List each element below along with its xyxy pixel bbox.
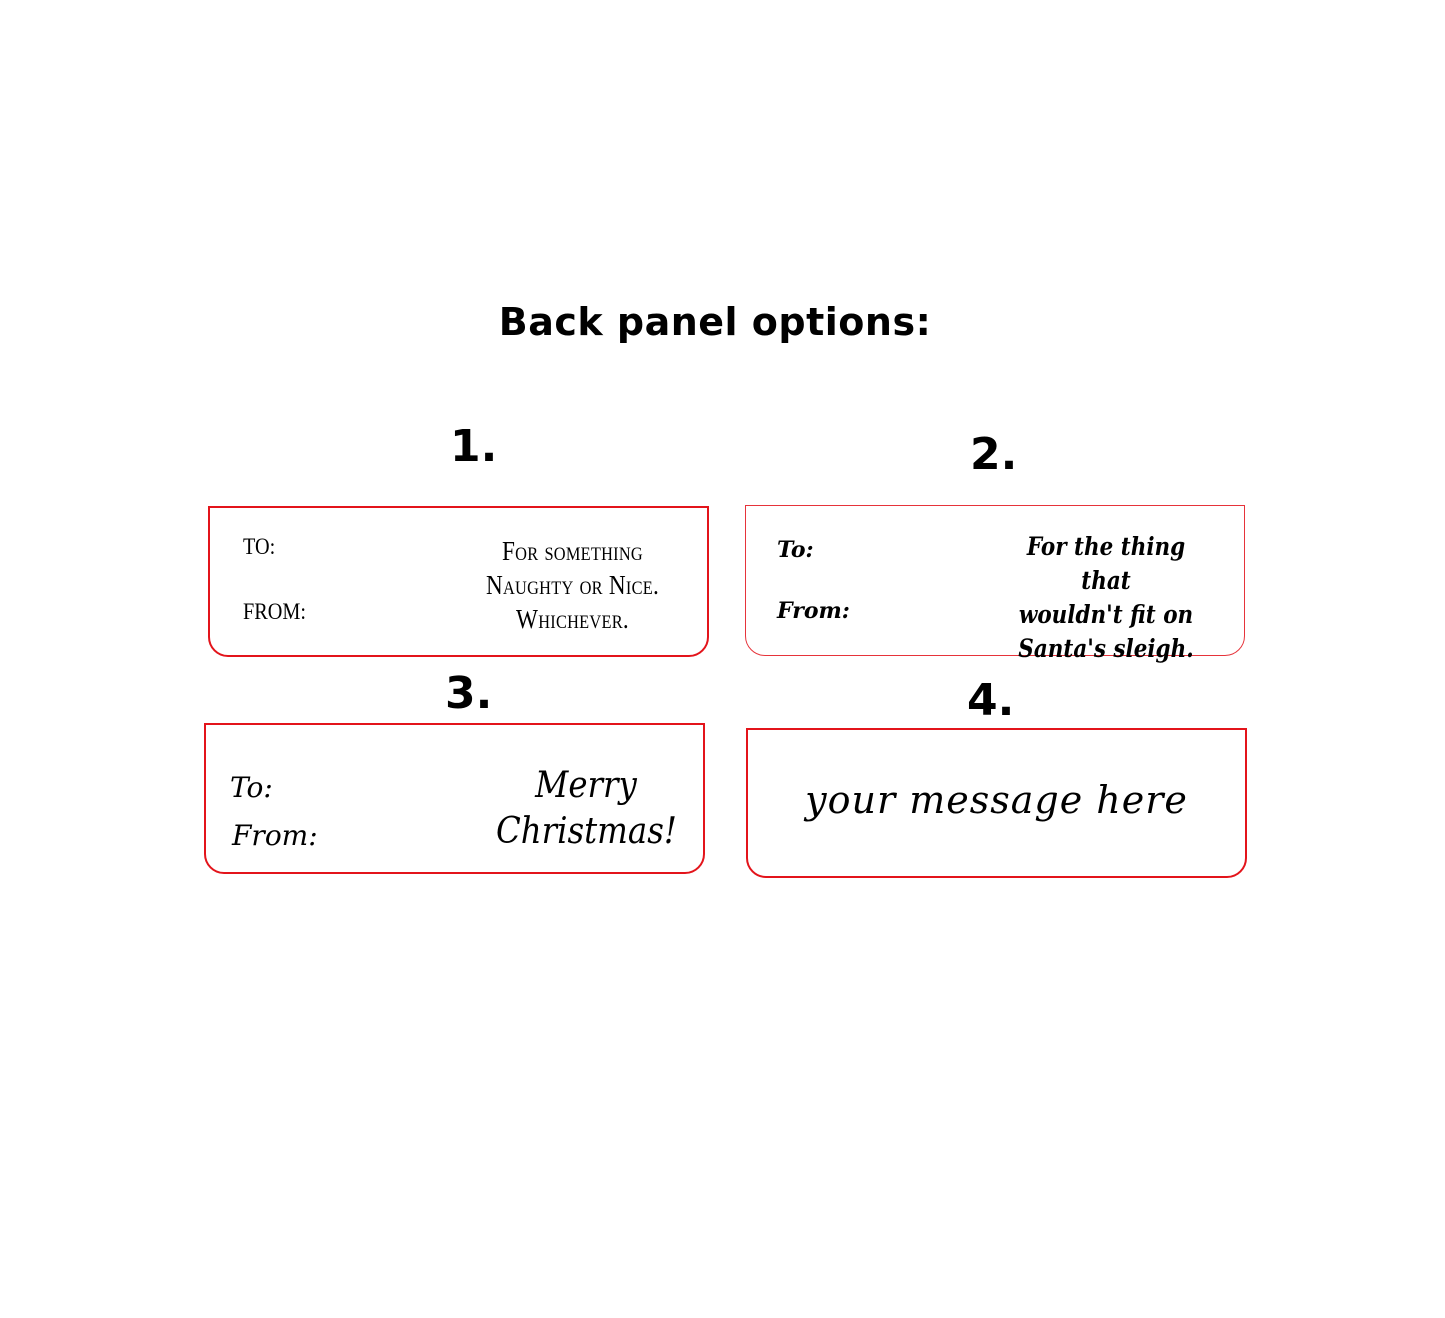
message-line-2: Naughty or Nice. xyxy=(485,570,660,600)
back-panel-option-1[interactable] xyxy=(208,506,709,657)
panel-message: your message here xyxy=(805,778,1188,822)
back-panel-option-4[interactable] xyxy=(746,728,1247,878)
option-number-4: 4. xyxy=(967,675,1015,726)
back-panel-option-3[interactable] xyxy=(204,723,705,874)
message-line-2: Christmas! xyxy=(496,811,677,852)
panel-message xyxy=(1011,530,1200,666)
to-label: TO: xyxy=(243,534,276,559)
message-line-1: Merry xyxy=(535,765,637,806)
back-panel-option-2[interactable] xyxy=(745,505,1245,663)
message-line-1: For something xyxy=(501,536,643,566)
from-label: From: xyxy=(777,598,850,624)
message-line-3: Whichever. xyxy=(516,604,629,634)
message-line-1: For the thing that xyxy=(1026,532,1186,595)
panel-message xyxy=(476,534,670,636)
from-label: From: xyxy=(232,819,318,852)
panel-message xyxy=(496,763,676,855)
to-label: To: xyxy=(230,771,273,804)
from-label: FROM: xyxy=(243,599,307,624)
option-number-1: 1. xyxy=(450,421,498,472)
message-line-3: Santa's sleigh. xyxy=(1018,634,1194,663)
option-number-3: 3. xyxy=(445,668,493,719)
to-label: To: xyxy=(777,537,814,563)
page-title: Back panel options: xyxy=(498,300,932,344)
option-number-2: 2. xyxy=(970,429,1018,480)
message-line-2: wouldn't fit on xyxy=(1018,600,1194,629)
